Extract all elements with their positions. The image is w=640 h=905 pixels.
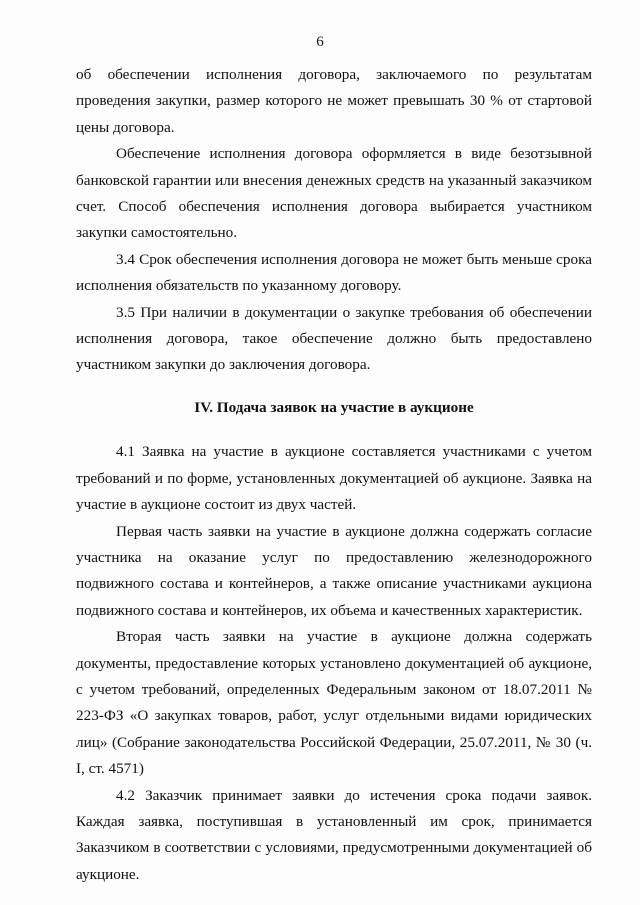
paragraph-4-1: 4.1 Заявка на участие в аукционе составляется участниками с учетом требований и по форме, установленных документацией об аукционе. Заявка на участие в аукционе состоит из двух частей. [76,443,592,514]
paragraph-second-part: Вторая часть заявки на участие в аукционе должна содержать документы, предоставление которых установлено документацией об аукционе, с учетом требований, определенных Федеральным законом от 18.07.2011 № 223-ФЗ «О закупках товаров, работ, услуг отдельными видами юридических лиц» (Собрание законодательства Российской Федерации, 25.07.2011, № 30 (ч. I, ст. 4571) [76,628,592,778]
paragraph-security-form: Обеспечение исполнения договора оформляется в виде безотзывной банковской гарантии или внесения денежных средств на указанный заказчиком счет. Способ обеспечения исполнения договора выбирается участником закупки самостоятельно. [76,145,592,242]
paragraph-3-5: 3.5 При наличии в документации о закупке требования об обеспечении исполнения договора, такое обеспечение должно быть предоставлено участником закупки до заключения договора. [76,303,592,374]
paragraph-first-part: Первая часть заявки на участие в аукционе должна содержать согласие участника на оказание услуг по предоставлению железнодорожного подвижного состава и контейнеров, а также описание участниками аукциона подвижного состава и контейнеров, их объема и качественных характеристик. [76,522,592,619]
paragraph-continuation: об обеспечении исполнения договора, заключаемого по результатам проведения закупки, размер которого не может превышать 30 % от стартовой цены договора. [76,66,592,136]
paragraph-3-4: 3.4 Срок обеспечения исполнения договора не может быть меньше срока исполнения обязательств по указанному договору. [76,250,592,295]
section-heading: IV. Подача заявок на участие в аукционе [194,398,474,416]
paragraph-4-2: 4.2 Заказчик принимает заявки до истечения срока подачи заявок. Каждая заявка, поступившая в установленный им срок, принимается Заказчиком в соответствии с условиями, предусмотренными документацией об аукционе. [76,786,592,883]
document-body [76,62,592,888]
page-number: 6 [316,34,324,50]
